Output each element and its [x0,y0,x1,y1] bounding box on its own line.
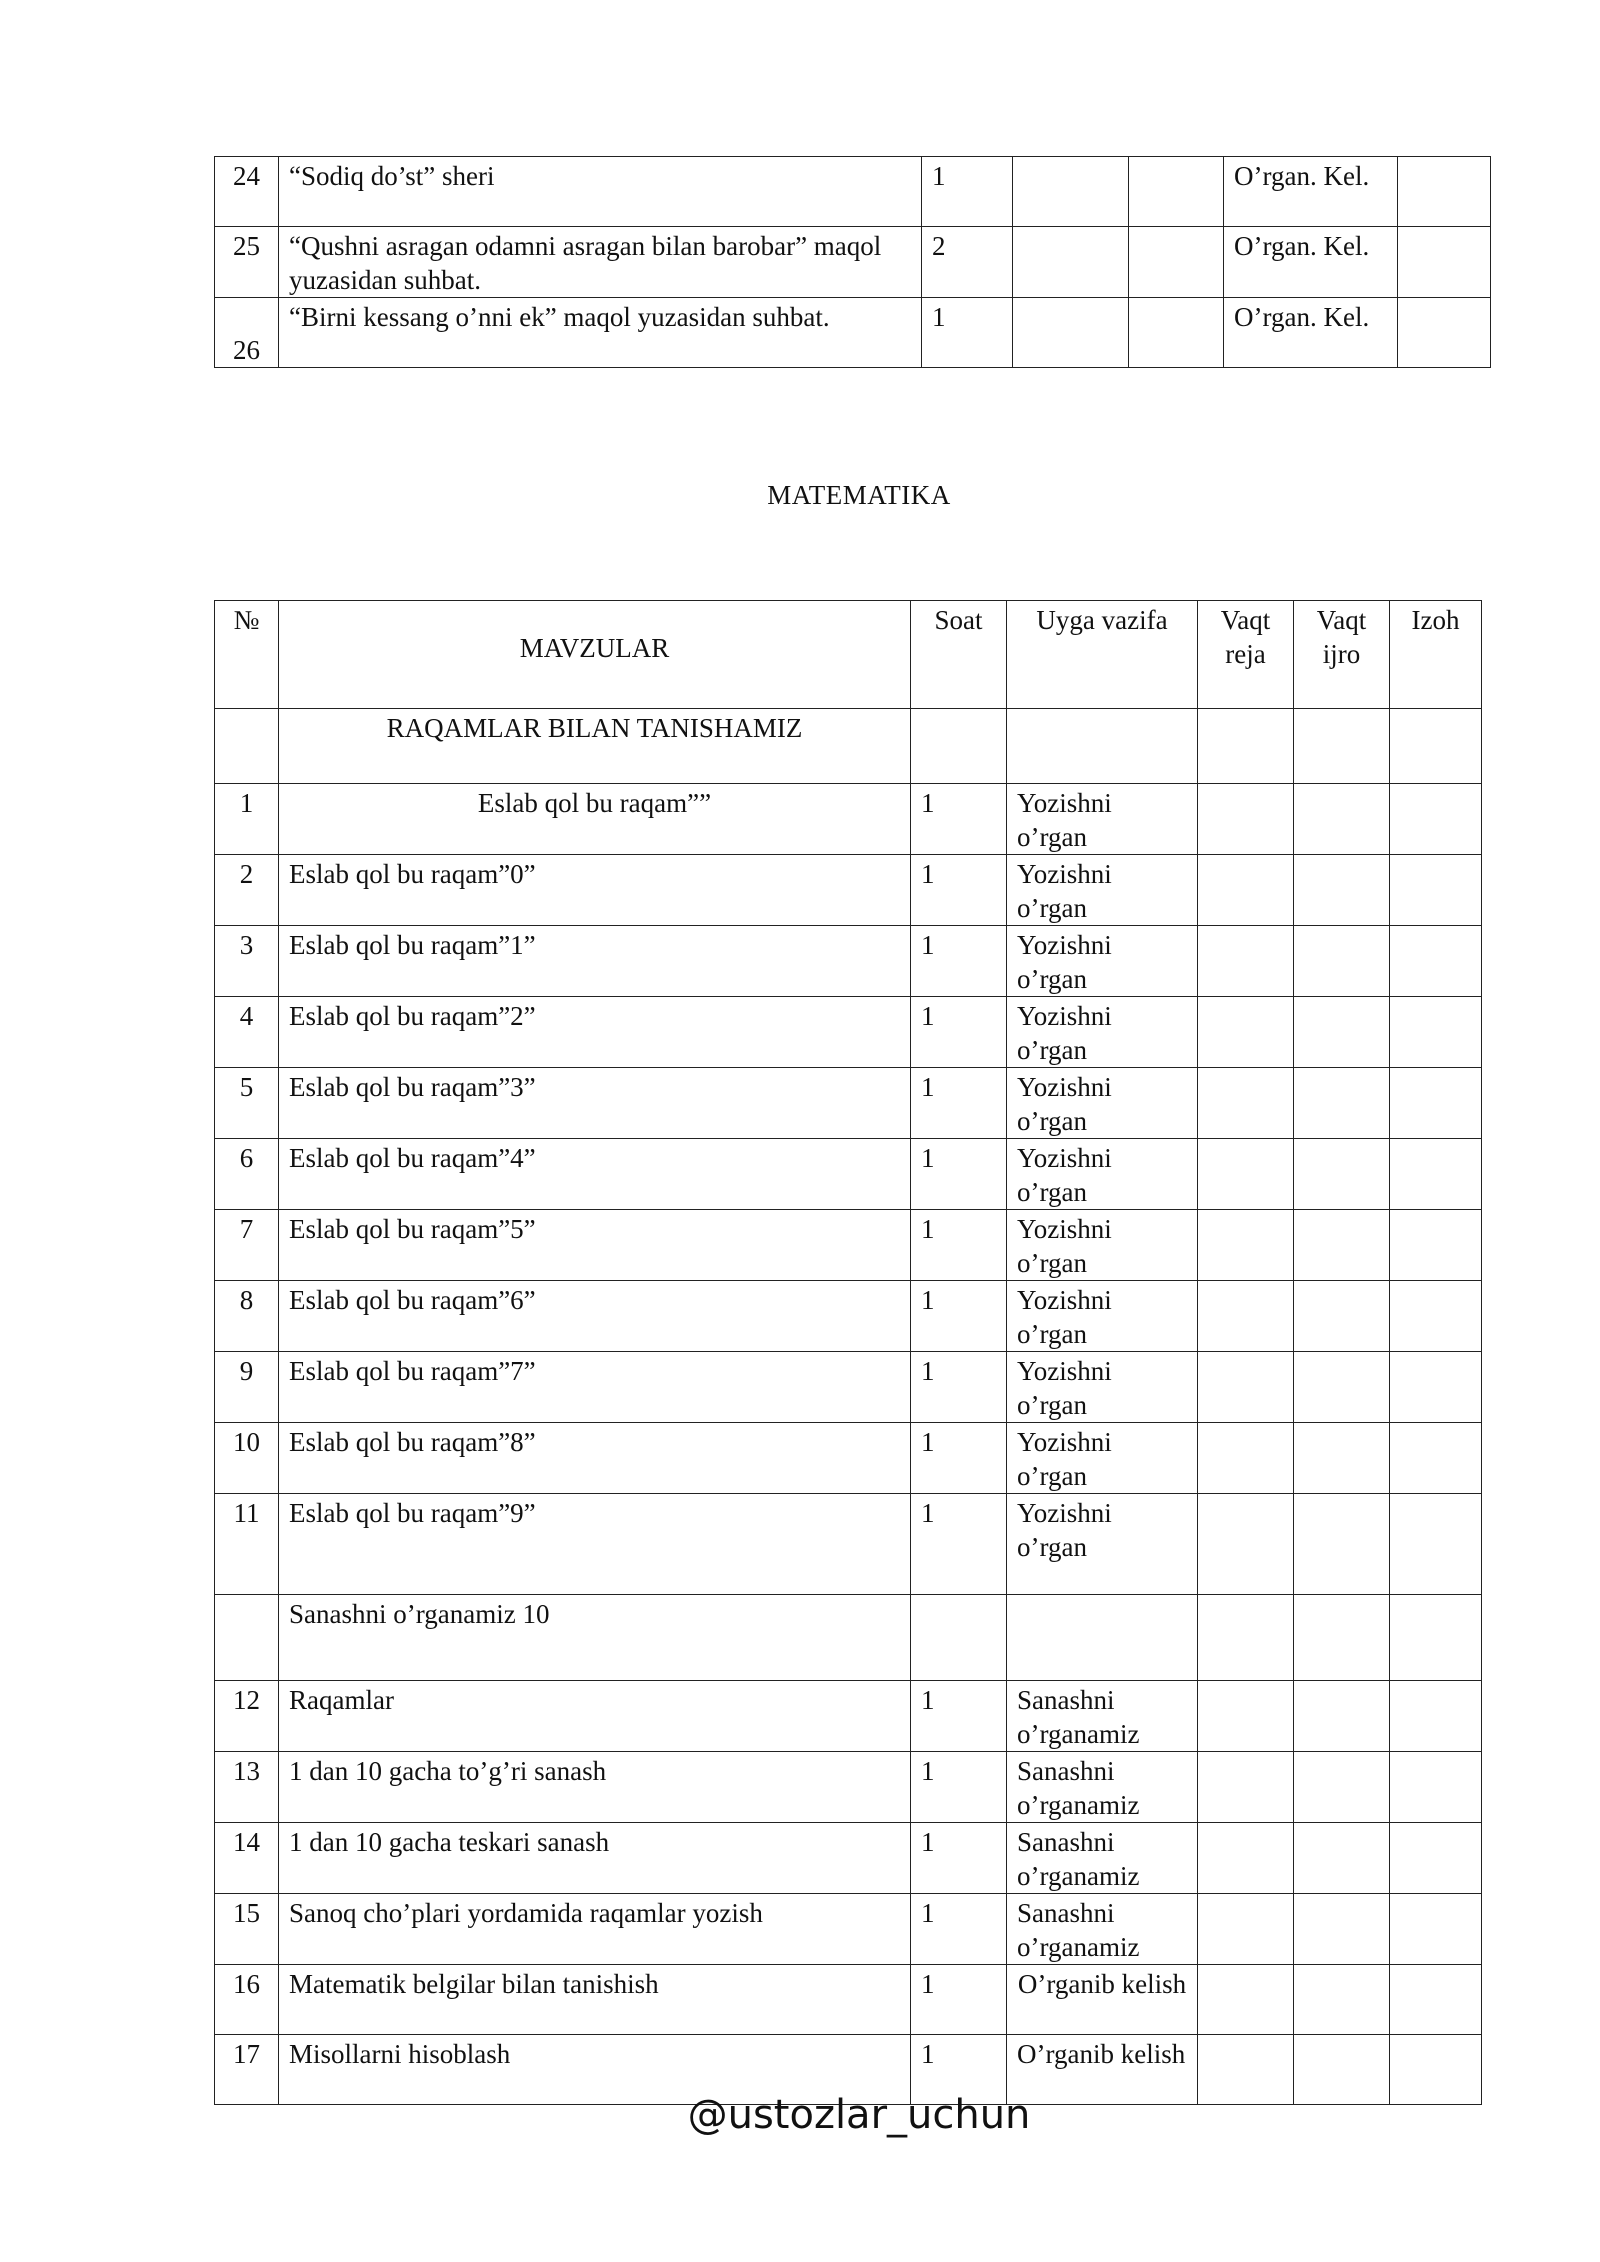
row-topic: Eslab qol bu raqam”2” [279,997,911,1068]
row-homework: Yozishni o’rgan [1007,926,1198,997]
empty-cell [1390,926,1482,997]
table-row [215,784,1482,855]
empty-cell [1390,1894,1482,1965]
empty-cell [1398,298,1491,368]
empty-cell [1198,1894,1294,1965]
empty-cell [1294,1210,1390,1281]
row-topic: Eslab qol bu raqam”1” [279,926,911,997]
table-row [215,157,1491,227]
section-title: MATEMATIKA [767,480,951,510]
empty-cell [1198,997,1294,1068]
row-topic: Eslab qol bu raqam”4” [279,1139,911,1210]
row-hours: 1 [922,157,1013,227]
empty-cell [1294,784,1390,855]
empty-cell [1013,227,1129,298]
header-time-plan [1198,601,1294,709]
row-number: 24 [215,157,279,227]
table-row [215,1752,1482,1823]
header-topics: MAVZULAR [279,601,911,709]
row-note: O’rgan. Kel. [1224,227,1398,298]
empty-cell [1007,1595,1198,1681]
empty-cell [1390,1352,1482,1423]
table-row [215,855,1482,926]
empty-cell [1390,1752,1482,1823]
row-topic: Eslab qol bu raqam”0” [279,855,911,926]
header-time-plan-line2: reja [1225,639,1266,669]
row-number: 6 [215,1139,279,1210]
empty-cell [1294,1595,1390,1681]
row-number: 15 [215,1894,279,1965]
table-row [215,1068,1482,1139]
empty-cell [1198,1139,1294,1210]
empty-cell [1294,1752,1390,1823]
row-hours: 1 [911,997,1007,1068]
empty-cell [1294,1894,1390,1965]
section-heading: Sanashni o’rganamiz 10 [279,1595,911,1681]
row-note: O’rgan. Kel. [1224,157,1398,227]
empty-cell [215,1595,279,1681]
row-hours: 1 [911,1139,1007,1210]
row-homework: Yozishni o’rgan [1007,1068,1198,1139]
row-hours: 1 [911,1068,1007,1139]
table-row [215,1681,1482,1752]
header-hours: Soat [911,601,1007,709]
empty-cell [1198,1210,1294,1281]
empty-cell [1294,855,1390,926]
empty-cell [1198,1595,1294,1681]
empty-cell [1198,1423,1294,1494]
empty-cell [1294,1068,1390,1139]
header-time-done-line1: Vaqt [1316,605,1367,635]
row-number: 4 [215,997,279,1068]
row-number: 1 [215,784,279,855]
empty-cell [1198,1281,1294,1352]
row-hours: 1 [922,298,1013,368]
empty-cell [911,1595,1007,1681]
row-topic: Eslab qol bu raqam”7” [279,1352,911,1423]
row-topic: Eslab qol bu raqam”” [279,784,911,855]
empty-cell [1198,926,1294,997]
empty-cell [1390,1210,1482,1281]
empty-cell [1129,157,1224,227]
row-homework: Yozishni o’rgan [1007,1210,1198,1281]
row-number: 17 [215,2035,279,2105]
row-hours: 1 [911,1494,1007,1595]
row-hours: 1 [911,926,1007,997]
row-topic: Raqamlar [279,1681,911,1752]
empty-cell [1294,709,1390,784]
row-topic: “Qushni asragan odamni asragan bilan barobar” maqol yuzasidan suhbat. [279,227,922,298]
empty-cell [1390,1423,1482,1494]
empty-cell [1390,1281,1482,1352]
table-row [215,1352,1482,1423]
empty-cell [1294,926,1390,997]
empty-cell [1007,709,1198,784]
empty-cell [1198,709,1294,784]
row-homework: Yozishni o’rgan [1007,1352,1198,1423]
empty-cell [1390,855,1482,926]
top-table [214,156,1491,368]
row-number: 12 [215,1681,279,1752]
row-hours: 1 [911,1752,1007,1823]
row-number: 8 [215,1281,279,1352]
rows-group-a [215,784,1482,1595]
empty-cell [1390,1823,1482,1894]
row-topic: Eslab qol bu raqam”9” [279,1494,911,1595]
row-homework: Yozishni o’rgan [1007,1139,1198,1210]
empty-cell [1398,227,1491,298]
header-homework: Uyga vazifa [1007,601,1198,709]
table-row [215,1210,1482,1281]
empty-cell [1390,1681,1482,1752]
row-homework: Sanashni o’rganamiz [1007,1752,1198,1823]
row-topic: Eslab qol bu raqam”6” [279,1281,911,1352]
empty-cell [1294,1823,1390,1894]
row-hours: 1 [911,1281,1007,1352]
row-topic: Eslab qol bu raqam”5” [279,1210,911,1281]
empty-cell [1198,855,1294,926]
row-homework: O’rganib kelish [1007,1965,1198,2035]
row-homework: Yozishni o’rgan [1007,855,1198,926]
row-topic: Eslab qol bu raqam”3” [279,1068,911,1139]
row-topic: Sanoq cho’plari yordamida raqamlar yozish [279,1894,911,1965]
row-homework: Yozishni o’rgan [1007,997,1198,1068]
row-hours: 1 [911,855,1007,926]
table-row [215,298,1491,368]
empty-cell [1198,1752,1294,1823]
empty-cell [1390,1965,1482,2035]
row-number: 13 [215,1752,279,1823]
empty-cell [1294,1423,1390,1494]
row-hours: 1 [911,1681,1007,1752]
row-number: 10 [215,1423,279,1494]
table-row [215,227,1491,298]
empty-cell [1198,1352,1294,1423]
row-topic: Eslab qol bu raqam”8” [279,1423,911,1494]
row-homework: O’rganib kelish [1007,2035,1198,2105]
row-homework: Sanashni o’rganamiz [1007,1823,1198,1894]
row-hours: 1 [911,1823,1007,1894]
row-number: 16 [215,1965,279,2035]
row-topic: Matematik belgilar bilan tanishish [279,1965,911,2035]
empty-cell [1294,1352,1390,1423]
row-topic: “Sodiq do’st” sheri [279,157,922,227]
section-row [215,709,1482,784]
empty-cell [1390,784,1482,855]
empty-cell [1390,1595,1482,1681]
empty-cell [1390,709,1482,784]
row-topic: 1 dan 10 gacha to’g’ri sanash [279,1752,911,1823]
row-number: 5 [215,1068,279,1139]
row-homework: Sanashni o’rganamiz [1007,1681,1198,1752]
row-hours: 1 [911,2035,1007,2105]
main-table [214,600,1482,2105]
row-number: 25 [215,227,279,298]
row-hours: 1 [911,1423,1007,1494]
empty-cell [1390,1494,1482,1595]
empty-cell [1390,1068,1482,1139]
table-row [215,1281,1482,1352]
row-hours: 1 [911,784,1007,855]
row-note: O’rgan. Kel. [1224,298,1398,368]
row-number: 3 [215,926,279,997]
empty-cell [1294,1681,1390,1752]
empty-cell [1129,227,1224,298]
empty-cell [1294,1139,1390,1210]
empty-cell [1294,1965,1390,2035]
empty-cell [1398,157,1491,227]
empty-cell [1198,1068,1294,1139]
empty-cell [1198,1681,1294,1752]
empty-cell [1198,1823,1294,1894]
section-row [215,1595,1482,1681]
row-hours: 2 [922,227,1013,298]
row-hours: 1 [911,1894,1007,1965]
table-row [215,1423,1482,1494]
table-row [215,1965,1482,2035]
row-homework: Yozishni o’rgan [1007,1281,1198,1352]
table-row [215,1139,1482,1210]
header-number: № [215,601,279,709]
row-number: 11 [215,1494,279,1595]
row-hours: 1 [911,1210,1007,1281]
table-row [215,1494,1482,1595]
empty-cell [911,709,1007,784]
empty-cell [1294,1494,1390,1595]
empty-cell [1129,298,1224,368]
empty-cell [215,709,279,784]
table-row [215,1823,1482,1894]
row-number: 2 [215,855,279,926]
row-number: 7 [215,1210,279,1281]
header-time-done-line2: ijro [1322,639,1361,669]
row-homework: Sanashni o’rganamiz [1007,1894,1198,1965]
row-topic: “Birni kessang o’nni ek” maqol yuzasidan suhbat. [279,298,922,368]
row-homework: Yozishni o’rgan [1007,1423,1198,1494]
rows-group-b [215,1681,1482,2105]
empty-cell [1198,1965,1294,2035]
row-homework: Yozishni o’rgan [1007,784,1198,855]
row-number: 9 [215,1352,279,1423]
empty-cell [1198,784,1294,855]
row-topic: 1 dan 10 gacha teskari sanash [279,1823,911,1894]
section-heading: RAQAMLAR BILAN TANISHAMIZ [279,709,911,784]
row-hours: 1 [911,1352,1007,1423]
table-row [215,926,1482,997]
empty-cell [1390,1139,1482,1210]
row-number: 26 [215,298,279,368]
empty-cell [1198,1494,1294,1595]
header-time-plan-line1: Vaqt [1220,605,1271,635]
empty-cell [1390,997,1482,1068]
empty-cell [1013,157,1129,227]
empty-cell [1013,298,1129,368]
table-row [215,997,1482,1068]
empty-cell [1294,997,1390,1068]
row-topic: Misollarni hisoblash [279,2035,911,2105]
row-homework: Yozishni o’rgan [1007,1494,1198,1595]
row-hours: 1 [911,1965,1007,2035]
header-note: Izoh [1390,601,1482,709]
watermark: @ustozlar_uchun [687,2092,1031,2138]
empty-cell [1294,1281,1390,1352]
row-number: 14 [215,1823,279,1894]
table-row [215,1894,1482,1965]
table-header-row [215,601,1482,709]
header-time-done [1294,601,1390,709]
